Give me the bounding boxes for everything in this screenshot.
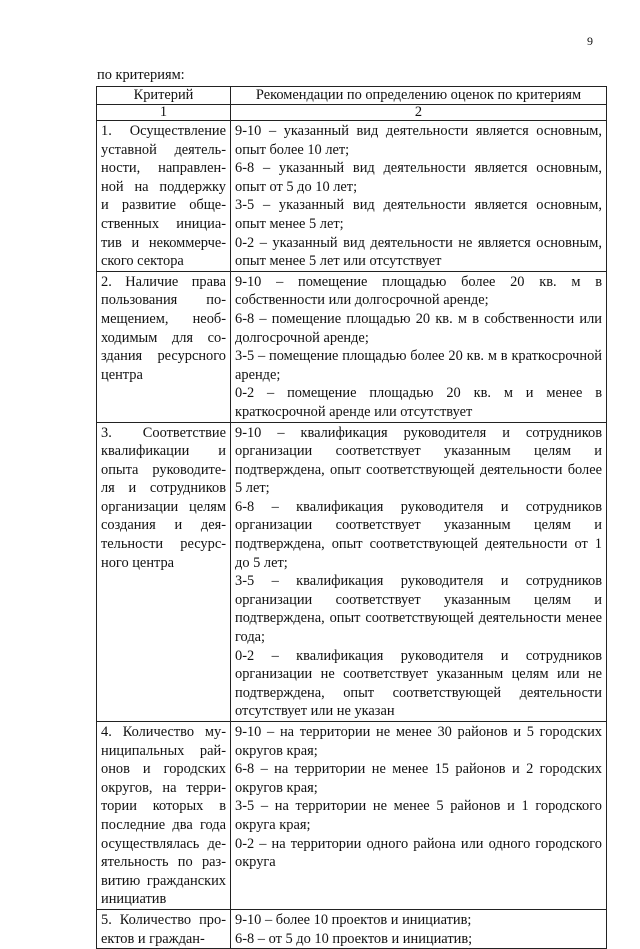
criterion-line: ниципальных рай- xyxy=(101,742,226,759)
criterion-line: ектов и граждан- xyxy=(101,930,205,947)
criterion-line: осуществлялась де- xyxy=(101,835,226,852)
recommendations-cell xyxy=(231,422,607,722)
criterion-line: центра xyxy=(101,366,143,383)
criterion-line: здания ресурсного xyxy=(101,348,226,365)
recommendation-item: 9-10 – квалификация руководителя и сотрудников организации соответствует указанным целям и подтверждена, опыт соответствующей деятельности более 5 лет; xyxy=(235,424,602,497)
criterion-line: ского сектора xyxy=(101,253,184,270)
criterion-line: ятельность по раз- xyxy=(101,854,226,871)
recommendation-item: 0-2 – на территории одного района или одного городского округа xyxy=(235,835,602,871)
criterion-line: витию гражданских xyxy=(101,872,226,889)
recommendations-cell xyxy=(231,271,607,422)
criterion-line: ного центра xyxy=(101,554,175,571)
criterion-line: ственных инициа- xyxy=(101,215,226,232)
criterion-line: округов, на терри- xyxy=(101,779,226,796)
criterion-line: 2. Наличие права xyxy=(101,273,226,290)
criterion-line: ходимым для со- xyxy=(101,329,226,346)
recommendations-cell xyxy=(231,722,607,910)
criterion-line: уставной деятель- xyxy=(101,141,226,158)
criterion-line: ля и сотрудников xyxy=(101,480,226,497)
recommendation-item: 6-8 – помещение площадью 20 кв. м в собственности или долгосрочной аренде; xyxy=(235,310,602,346)
recommendation-item: 6-8 – квалификация руководителя и сотрудников организации соответствует указанным целям и подтверждена, опыт соответствующей деятельности от 1 до 5 лет; xyxy=(235,498,602,571)
criterion-line: онов и городских xyxy=(101,761,226,778)
header-row xyxy=(97,87,607,105)
criterion-line: мещением, необ- xyxy=(101,310,226,327)
recommendation-item: 0-2 – квалификация руководителя и сотрудников организации не соответствует указанным целям или не подтверждена, опыт соответствующей деятельности отсутствует или не указан xyxy=(235,647,602,720)
criterion-cell xyxy=(97,271,231,422)
column-number-1: 1 xyxy=(97,105,231,121)
criterion-line: тив и некоммерче- xyxy=(101,234,226,251)
criterion-cell xyxy=(97,422,231,722)
criterion-line: ной на поддержку xyxy=(101,178,226,195)
table-row xyxy=(97,271,607,422)
recommendation-item: 6-8 – на территории не менее 15 районов и 2 городских округов края; xyxy=(235,761,602,796)
criterion-line: организации целям xyxy=(101,498,226,515)
recommendation-item: 3-5 – указанный вид деятельности является основным, опыт менее 5 лет; xyxy=(235,197,602,232)
column-number-2: 2 xyxy=(231,105,607,121)
recommendation-item: 9-10 – на территории не менее 30 районов и 5 городских округов края; xyxy=(235,724,602,759)
page-number: 9 xyxy=(587,34,593,48)
recommendation-item: 0-2 – указанный вид деятельности не является основным, опыт менее 5 лет или отсутствует xyxy=(235,234,602,270)
criterion-line: пользования по- xyxy=(101,292,226,309)
criterion-line: создания и дея- xyxy=(101,517,226,534)
table-body xyxy=(97,105,607,949)
criterion-line: тории которых в xyxy=(101,798,226,815)
recommendation-item: 0-2 – помещение площадью 20 кв. м и менее в краткосрочной аренде или отсутствует xyxy=(235,385,602,420)
recommendation-item: 3-5 – помещение площадью более 20 кв. м в краткосрочной аренде; xyxy=(235,348,602,383)
table-row xyxy=(97,722,607,910)
table-row xyxy=(97,121,607,272)
recommendations-cell xyxy=(231,909,607,948)
recommendation-item: 6-8 – от 5 до 10 проектов и инициатив; xyxy=(235,930,473,947)
recommendation-item: 6-8 – указанный вид деятельности является основным, опыт от 5 до 10 лет; xyxy=(235,160,602,195)
criterion-line: опыта руководите- xyxy=(101,461,226,478)
criterion-line: 3. Соответствие xyxy=(101,424,226,441)
recommendation-item: 9-10 – более 10 проектов и инициатив; xyxy=(235,911,472,928)
recommendation-item: 3-5 – на территории не менее 5 районов и 1 городского округа края; xyxy=(235,798,602,833)
criterion-cell xyxy=(97,722,231,910)
criterion-line: инициатив xyxy=(101,891,167,908)
header-recommendations: Рекомендации по определению оценок по критериям xyxy=(231,87,607,105)
criterion-line: 5. Количество про- xyxy=(101,911,226,928)
recommendations-cell xyxy=(231,121,607,272)
criterion-cell xyxy=(97,121,231,272)
criterion-line: 1. Осуществление xyxy=(101,123,226,139)
criterion-line: квалификации и xyxy=(101,443,226,460)
column-number-row xyxy=(97,105,607,121)
recommendation-item: 3-5 – квалификация руководителя и сотрудников организации соответствует указанным целям и подтверждена, опыт соответствующей деятельности менее года; xyxy=(235,573,602,646)
criterion-line: и развитие обще- xyxy=(101,197,226,214)
recommendation-item: 9-10 – помещение площадью более 20 кв. м в собственности или долгосрочной аренде; xyxy=(235,273,602,309)
recommendation-item: 9-10 – указанный вид деятельности является основным, опыт более 10 лет; xyxy=(235,123,602,158)
criterion-line: последние два года xyxy=(101,816,226,833)
criteria-table xyxy=(96,86,607,949)
table-row xyxy=(97,909,607,948)
criterion-line: тельности ресурс- xyxy=(101,536,226,553)
criterion-line: ности, направлен- xyxy=(101,160,226,177)
table-row xyxy=(97,422,607,722)
criterion-line: 4. Количество му- xyxy=(101,724,226,740)
intro-text: по критериям: xyxy=(97,67,185,83)
criterion-cell xyxy=(97,909,231,948)
header-criterion: Критерий xyxy=(97,87,231,105)
